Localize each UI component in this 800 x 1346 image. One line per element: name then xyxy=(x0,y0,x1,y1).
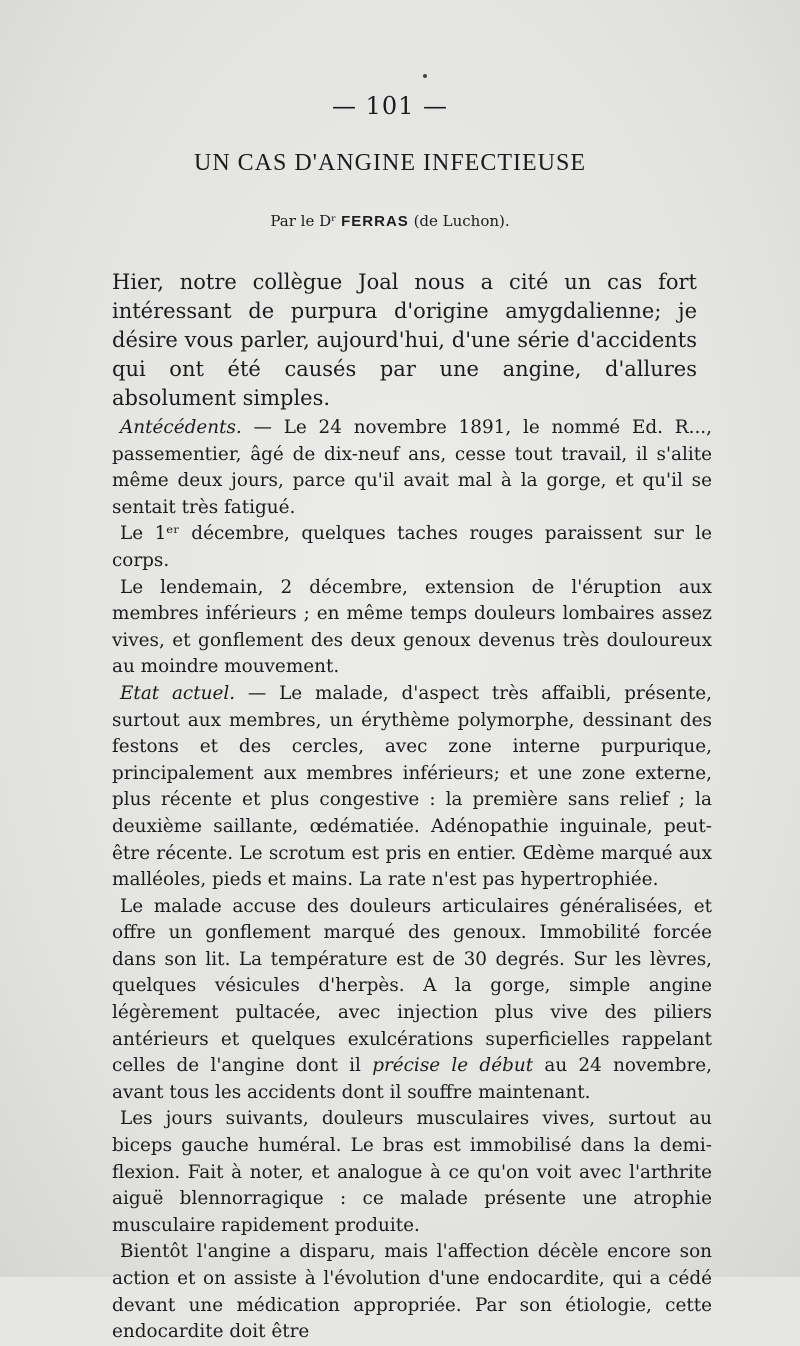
paragraph xyxy=(112,894,712,1107)
paragraph xyxy=(112,1239,712,1345)
paragraph-text: Les jours suivants, douleurs musculaires vives, surtout au biceps gauche huméral. Le bras est immobilisé dans la demi-flexion. Fait à noter, et analogue à ce qu'on voit avec l'arthrite aiguë blennorragique : ce malade présente une atrophie musculaire rapidement produite. xyxy=(112,1108,712,1236)
section-lead: Antécédents. xyxy=(120,417,242,438)
article-title: UN CAS D'ANGINE INFECTIEUSE xyxy=(194,150,586,176)
paragraph-text: Bientôt l'angine a disparu, mais l'affection décèle encore son action et on assiste à l'évolution d'une endocardite, qui a cédé devant une médication appropriée. Par son étiologie, cette endocardite doit être xyxy=(112,1241,712,1343)
emphasis-text: précise le début xyxy=(372,1055,534,1077)
section-lead: Etat actuel. xyxy=(120,682,236,704)
byline xyxy=(0,212,780,230)
paragraph-text: — Le 24 novembre 1891, le nommé Ed. R..., passementier, âgé de dix-neuf ans, cesse tout travail, il s'alite même deux jours, parce qu'il avait mal à la gorge, et qu'il se sentait très fatigué. xyxy=(112,417,712,518)
paragraph-text: Le lendemain, 2 décembre, extension de l'éruption aux membres inférieurs ; en même temps douleurs lombaires assez vives, et gonflement des deux genoux devenus très douloureux au moindre mouvement. xyxy=(112,576,712,678)
printed-dot xyxy=(423,74,427,78)
article-body xyxy=(112,415,712,1346)
paragraph-etat-actuel xyxy=(112,681,712,894)
page-number: — 101 — xyxy=(331,92,449,120)
intro-paragraph: Hier, notre collègue Joal nous a cité un cas fort intéressant de purpura d'origine amygdalienne; je désire vous parler, aujourd'hui, d'une série d'accidents qui ont été causés par une angine, d'allures absolument simples. xyxy=(112,270,697,410)
byline-prefix: Par le Dʳ xyxy=(270,212,337,230)
paragraph xyxy=(112,575,712,681)
paragraph-text: Le 1ᵉʳ décembre, quelques taches rouges paraissent sur le corps. xyxy=(112,523,712,571)
paragraph xyxy=(112,1106,712,1239)
paragraph xyxy=(112,521,712,574)
paragraph-text: — Le malade, d'aspect très affaibli, présente, surtout aux membres, un érythème polymorphe, dessinant des festons et des cercles, avec zone interne purpurique, principalement aux membres inférieurs; et une zone externe, plus récente et plus congestive : la première sans relief ; la deuxième saillante, œdématiée. Adénopathie inguinale, peut-être récente. Le scrotum est pris en entier. Œdème marqué aux malléoles, pieds et mains. La rate n'est pas hypertrophiée. xyxy=(112,682,712,891)
byline-author: FERRAS xyxy=(341,213,409,230)
paragraph-text-tail: au 24 novembre, avant tous les accidents dont il souffre maintenant. xyxy=(112,1055,713,1103)
byline-suffix: (de Luchon). xyxy=(413,212,510,230)
paragraph-antecedents xyxy=(112,415,712,521)
paragraph-text: Le malade accuse des douleurs articulaires généralisées, et offre un gonflement marqué des genoux. Immobilité forcée dans son lit. La température est de 30 degrés. Sur les lèvres, quelques vésicules d'herpès. A la gorge, simple angine légèrement pultacée, avec injection plus vive des piliers antérieurs et quelques exulcérations superficielles rappelant celles de l'angine dont il xyxy=(112,895,712,1077)
